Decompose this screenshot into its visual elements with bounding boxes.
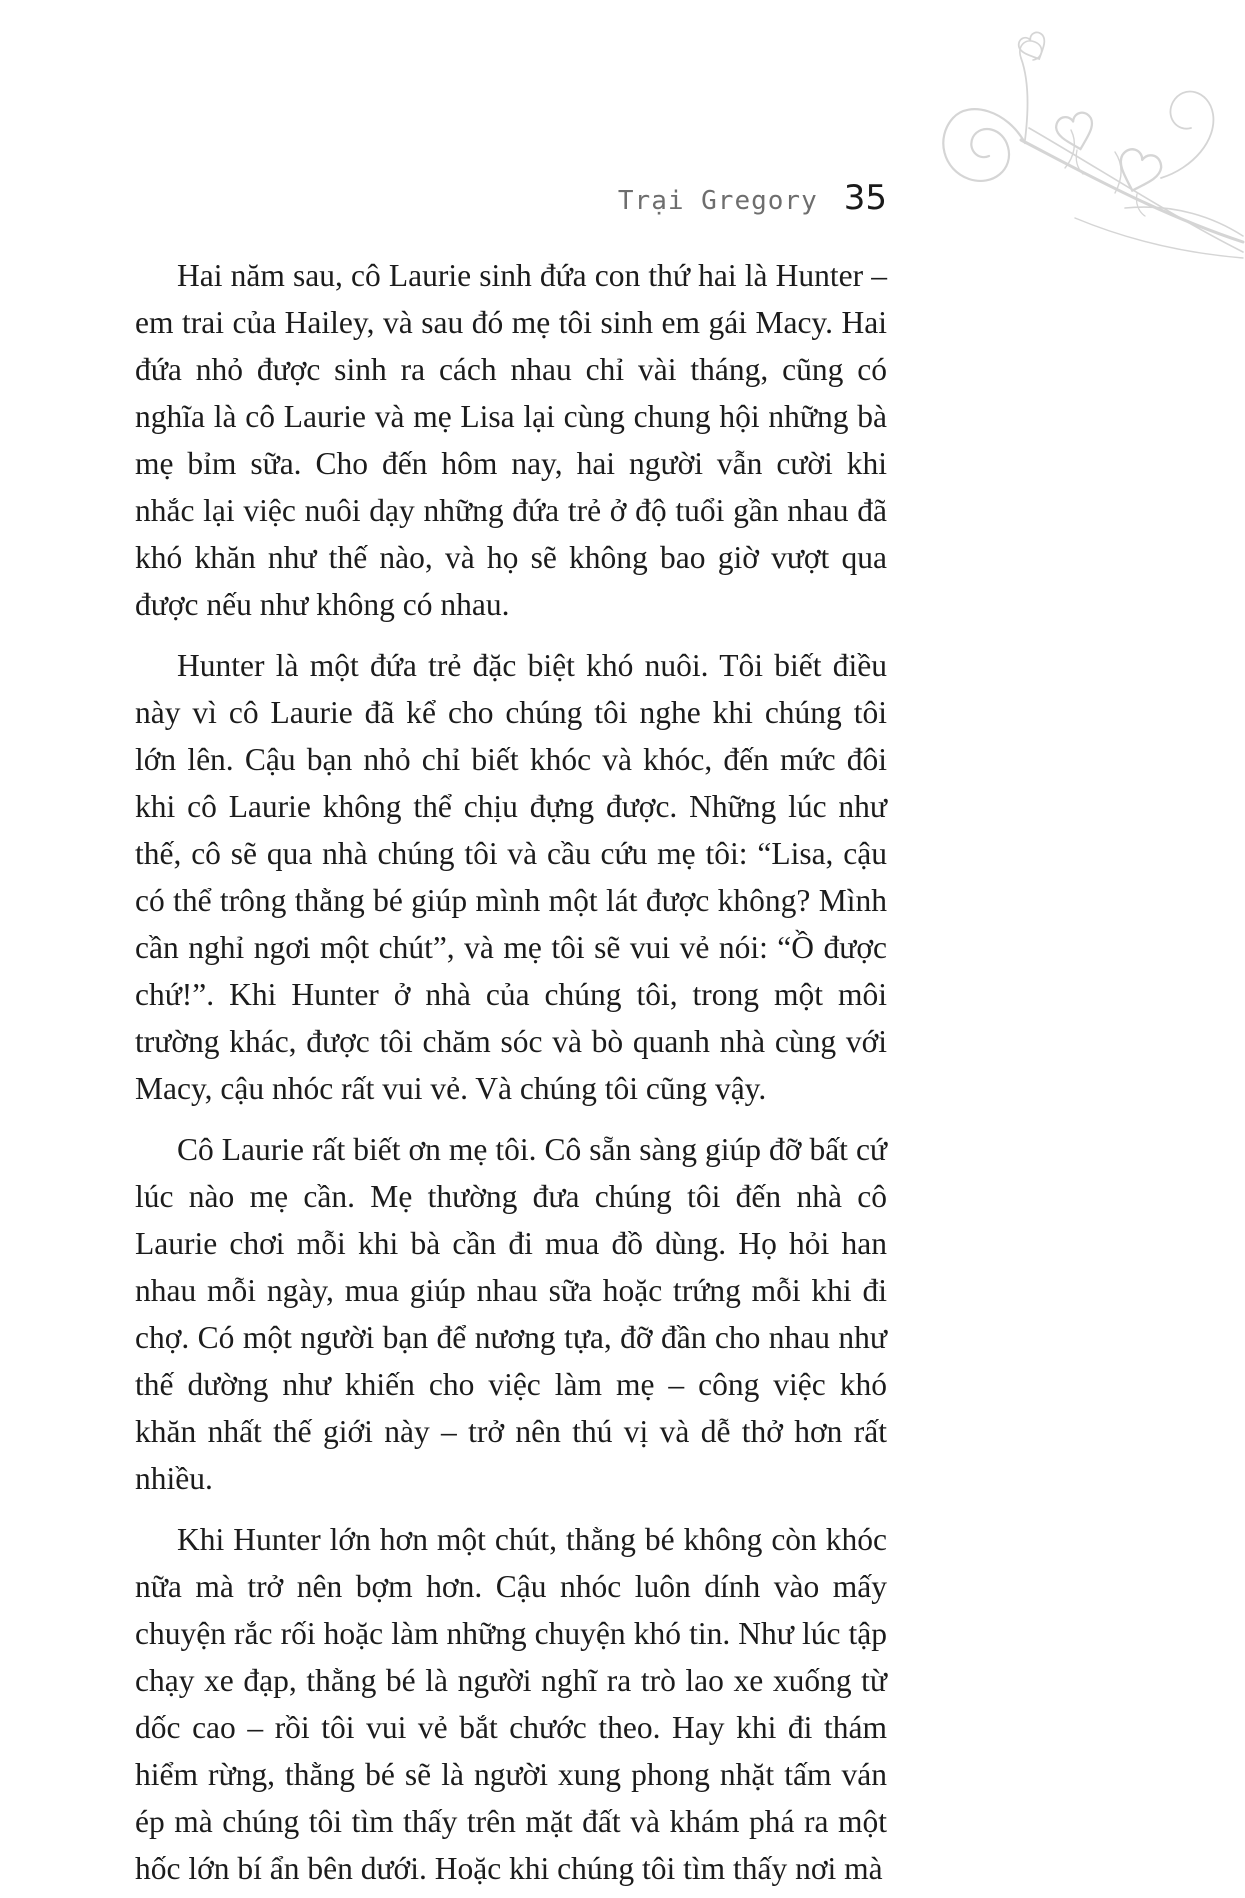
paragraph-2: Hunter là một đứa trẻ đặc biệt khó nuôi. Tôi biết điều này vì cô Laurie đã kể cho chúng tôi nghe khi chúng tôi lớn lên. Cậu bạn nhỏ chỉ biết khóc và khóc, đến mức đôi khi cô Laurie không thể chịu đựng được. Những lúc như thế, cô sẽ qua nhà chúng tôi và cầu cứu mẹ tôi: “Lisa, cậu có thể trông thằng bé giúp mình một lát được không? Mình cần nghỉ ngơi một chút”, và mẹ tôi sẽ vui vẻ nói: “Ồ được chứ!”. Khi Hunter ở nhà của chúng tôi, trong một môi trường khác, được tôi chăm sóc và bò quanh nhà cùng với Macy, cậu nhóc rất vui vẻ. Và chúng tôi cũng vậy.	[135, 648, 887, 1106]
swirl-hearts-flourish-icon	[925, 18, 1245, 263]
paragraph-3: Cô Laurie rất biết ơn mẹ tôi. Cô sẵn sàng giúp đỡ bất cứ lúc nào mẹ cần. Mẹ thường đưa chúng tôi đến nhà cô Laurie chơi mỗi khi bà cần đi mua đồ dùng. Họ hỏi han nhau mỗi ngày, mua giúp nhau sữa hoặc trứng mỗi khi đi chợ. Có một người bạn để nương tựa, đỡ đần cho nhau như thế dường như khiến cho việc làm mẹ – công việc khó khăn nhất thế giới này – trở nên thú vị và dễ thở hơn rất nhiều.	[135, 1132, 887, 1496]
page-number: 35	[843, 178, 887, 218]
paragraph-1: Hai năm sau, cô Laurie sinh đứa con thứ hai là Hunter – em trai của Hailey, và sau đó mẹ tôi sinh em gái Macy. Hai đứa nhỏ được sinh ra cách nhau chỉ vài tháng, cũng có nghĩa là cô Laurie và mẹ Lisa lại cùng chung hội những bà mẹ bỉm sữa. Cho đến hôm nay, hai người vẫn cười khi nhắc lại việc nuôi dạy những đứa trẻ ở độ tuổi gần nhau đã khó khăn như thế nào, và họ sẽ không bao giờ vượt qua được nếu như không có nhau.	[135, 258, 887, 622]
page-header	[135, 178, 887, 218]
body-text	[135, 252, 887, 1898]
paragraph-4: Khi Hunter lớn hơn một chút, thằng bé không còn khóc nữa mà trở nên bợm hơn. Cậu nhóc luôn dính vào mấy chuyện rắc rối hoặc làm những chuyện khó tin. Như lúc tập chạy xe đạp, thằng bé là người nghĩ ra trò lao xe xuống từ dốc cao – rồi tôi vui vẻ bắt chước theo. Hay khi đi thám hiểm rừng, thằng bé sẽ là người xung phong nhặt tấm ván ép mà chúng tôi tìm thấy trên mặt đất và khám phá ra một hốc lớn bí ẩn bên dưới. Hoặc khi chúng tôi tìm thấy nơi mà	[135, 1522, 887, 1886]
running-title: Trại Gregory	[617, 186, 818, 216]
